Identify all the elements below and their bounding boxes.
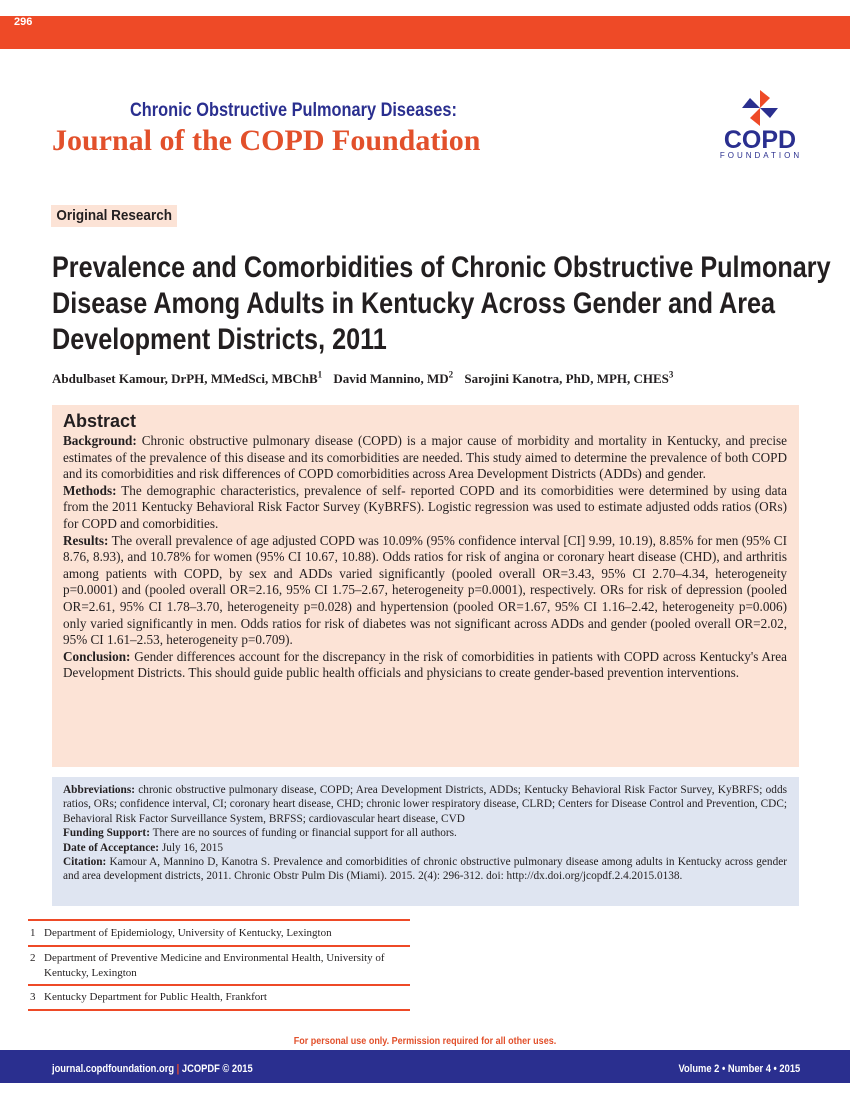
abstract-heading: Abstract [63,411,137,431]
page-number: 296 [14,16,33,28]
title-line: Prevalence and Comorbidities of Chronic Obstructive Pulmonary [52,251,831,284]
footer-copyright: JCOPDF © 2015 [181,1063,253,1075]
article-type-badge: Original Research [51,205,177,227]
acceptance-date: Date of Acceptance: July 16, 2015 [63,841,224,854]
affiliation-divider [28,919,410,921]
affiliation-divider [28,984,410,986]
affiliation-divider [28,945,410,947]
header-bar [0,16,850,49]
journal-site-link[interactable]: journal.copdfoundation.org [52,1063,175,1075]
affiliation: 2 Department of Preventive Medicine and Environmental Health, University of Kentucky, Lexington [30,952,385,979]
abbreviations: Abbreviations: chronic obstructive pulmonary disease, COPD; Area Development Districts, ADDs; Kentucky Behavioral Risk Factor Survey, KyBRFS; odds ratios, ORs; confidence interval, CI; coronary heart disease, CHD; chronic lower respiratory disease, CLRD; Centers for Disease Control and Prevention, CDC; Behavioral Risk Factor Surveillance System, BRFSS; cardiovascular heart disease, CVD [63,784,787,825]
logo-subtitle: FOUNDATION [719,151,803,160]
funding-support: Funding Support: There are no sources of funding or financial support for all authors. [63,827,457,840]
title-line: Development Districts, 2011 [52,323,387,356]
usage-notice: For personal use only. Permission required for all other uses. [293,1036,557,1047]
footer-left [52,1063,253,1075]
affiliation: 3 Kentucky Department for Public Health, Frankfort [30,991,267,1003]
pinwheel-icon [740,88,780,128]
journal-title: Journal of the COPD Foundation [52,124,481,157]
abstract-conclusion: Conclusion: Gender differences account for the discrepancy in the risk of comorbidities in patients with COPD across Kentucky's Area Development Districts. This should guide public health officials and physicians to create gender-based prevention interventions. [63,648,787,681]
affiliation-divider [28,1009,410,1011]
article-info-box [52,777,799,906]
author: Abdulbaset Kamour, DrPH, MMedSci, MBChB$^1$ [52,370,323,387]
author: Sarojini Kanotra, PhD, MPH, CHES$^3$ [464,370,674,387]
abstract-methods: Methods: The demographic characteristics, prevalence of self- reported COPD and its comorbidities were determined by using data from the 2011 Kentucky Behavioral Risk Factor Survey (KyBRFS). Logistic regression was used to estimate adjusted odds ratios (ORs) for COPD and comorbidities. [63,482,787,531]
footer-bar [0,1050,850,1083]
author: David Mannino, $MD^2$ [333,370,454,387]
journal-subtitle: Chronic Obstructive Pulmonary Diseases: [130,100,457,121]
copd-foundation-logo [716,90,806,162]
citation: Citation: Kamour A, Mannino D, Kanotra S. Prevalence and comorbidities of chronic obstructive pulmonary disease among adults in Kentucky across gender and area development districts, 2011. Chronic Obstr Pulm Dis (Miami). 2015. 2(4): 296-312. doi: http://dx.doi.org/jcopdf.2.4.2015.0138. [63,856,787,883]
abstract-results: Results: The overall prevalence of age adjusted COPD was 10.09% (95% confidence interval [CI] 9.99, 10.19), 8.85% for men (95% CI 8.76, 8.93), and 10.78% for women (95% CI 10.67, 10.88). Odds ratios for risk of angina or coronary heart disease (CHD), and arthritis among patients with COPD, by sex and ADDs varied significantly (pooled overall OR=3.43, 95% CI 2.70–4.34, heterogeneity p=0.0001) and (pooled overall OR=2.16, 95% CI 1.75–2.67, heterogeneity p=0.0001), respectively. ORs for risk of depression (pooled OR=2.61, 95% CI 1.78–3.70, heterogeneity p=0.028) and hypertension (pooled OR=1.67, 95% CI 1.16–2.42, heterogeneity p=0.006) only varied significantly in men. Odds ratios for risk of diabetes was not significant across ADDs and gender (pooled overall OR=2.02, 95% CI 1.61–2.53, heterogeneity p=0.709). [63,532,787,648]
logo-wordmark: COPD [723,126,797,154]
footer-volume: Volume 2 • Number 4 • 2015 [678,1063,800,1075]
abstract-background: Background: Chronic obstructive pulmonary disease (COPD) is a major cause of morbidity and mortality in Kentucky, and precise estimates of the prevalence of this disease and its comorbidities are needed. This study aimed to determine the prevalence of both COPD and its comorbidities and risk differences of COPD comorbidities across Area Development Districts (ADDs) and gender. [63,433,787,482]
footer-separator: | [176,1063,180,1075]
article-title [52,250,831,358]
affiliation: 1 Department of Epidemiology, University of Kentucky, Lexington [30,927,332,939]
author-list [52,370,812,387]
title-line: Disease Among Adults in Kentucky Across Gender and Area [52,287,776,320]
abstract-box [52,405,799,767]
